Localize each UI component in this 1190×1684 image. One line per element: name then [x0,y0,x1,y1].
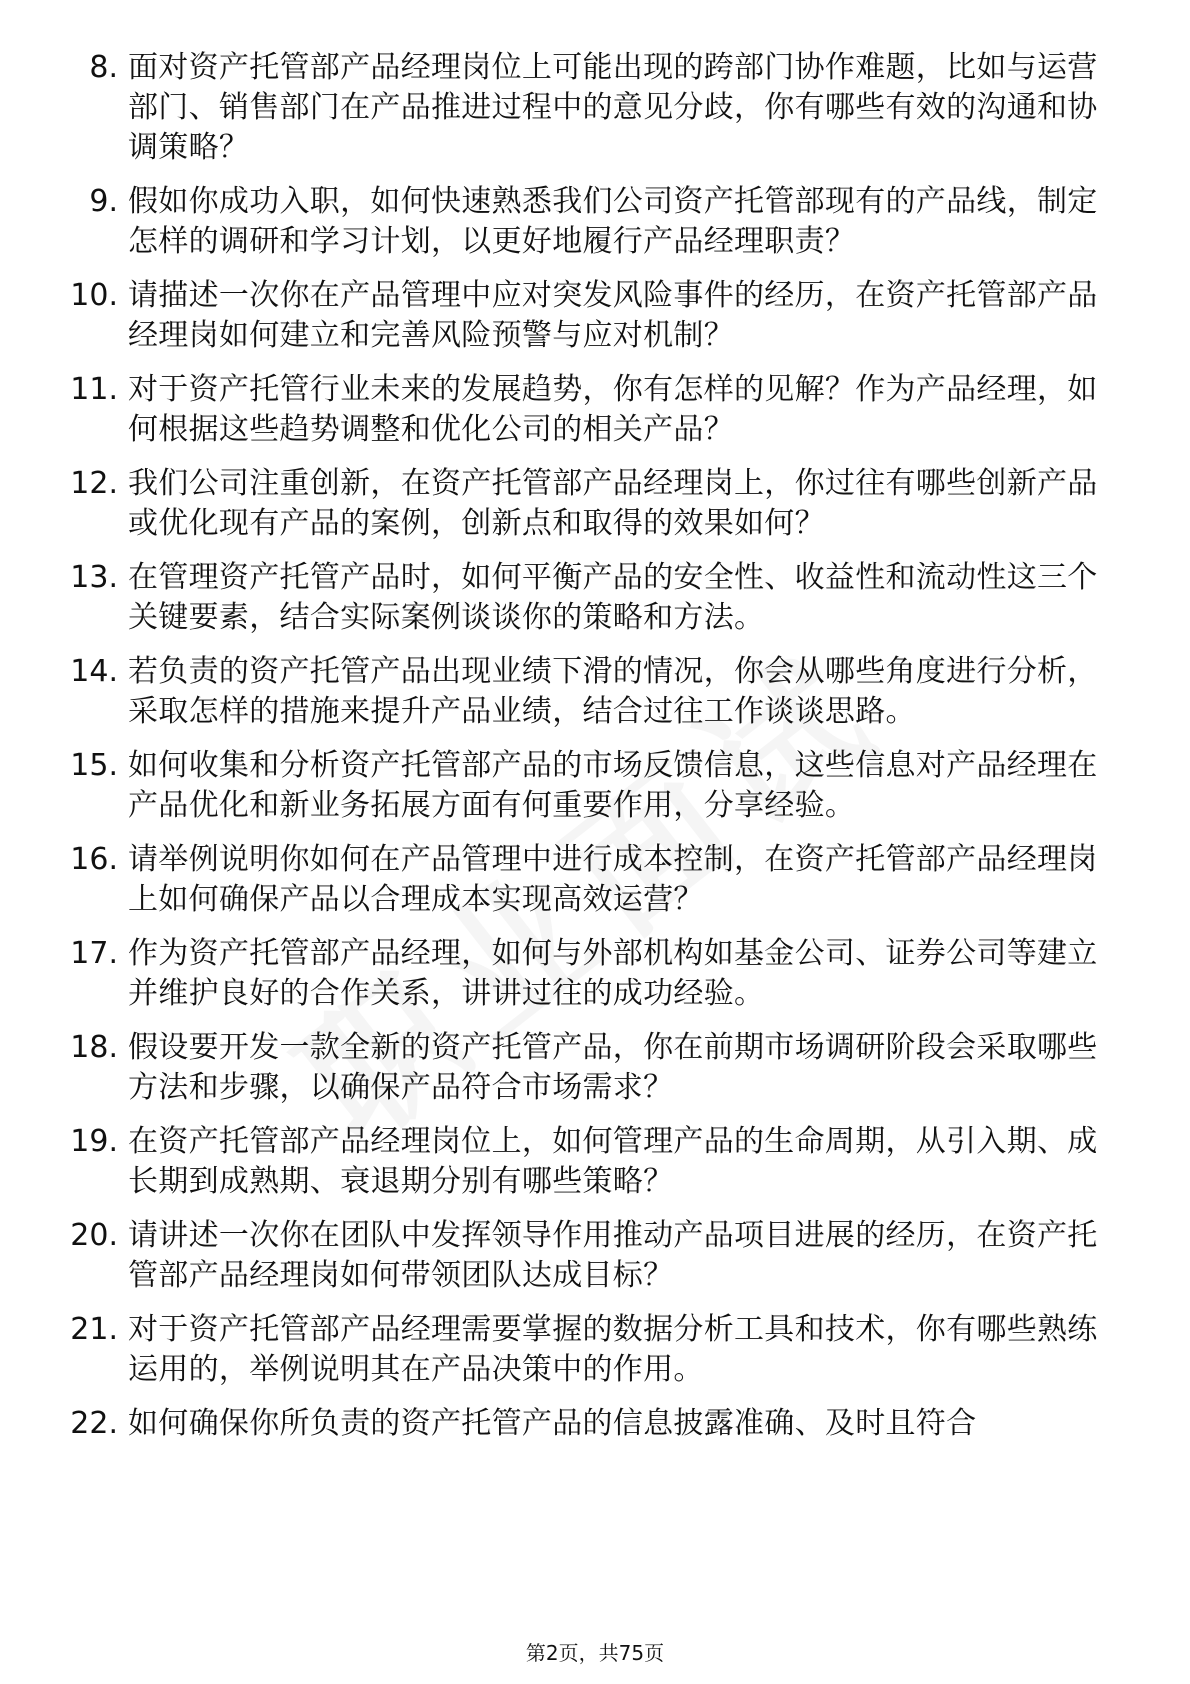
list-item [50,370,1120,450]
question-number: 21. [70,1312,118,1347]
list-item [50,1216,1120,1296]
list-item [50,1404,1120,1444]
list-item [50,840,1120,920]
question-list [50,48,1120,1458]
question-number: 19. [70,1124,118,1159]
question-number: 10. [70,278,118,313]
question-text: 假设要开发一款全新的资产托管产品，你在前期市场调研阶段会采取哪些方法和步骤，以确保产品符合市场需求？ [128,1030,1098,1105]
question-number: 9. [89,184,118,219]
question-number: 18. [70,1030,118,1065]
list-item [50,48,1120,168]
list-item [50,182,1120,262]
list-item [50,558,1120,638]
page-footer: 第2页，共75页 [525,1641,665,1665]
question-number: 11. [70,372,118,407]
question-text: 我们公司注重创新，在资产托管部产品经理岗上，你过往有哪些创新产品或优化现有产品的案例，创新点和取得的效果如何？ [128,466,1098,541]
list-item [50,276,1120,356]
question-number: 17. [70,936,118,971]
question-text: 在资产托管部产品经理岗位上，如何管理产品的生命周期，从引入期、成长期到成熟期、衰退期分别有哪些策略？ [128,1124,1098,1199]
list-item [50,652,1120,732]
question-number: 16. [70,842,118,877]
question-text: 如何收集和分析资产托管部产品的市场反馈信息，这些信息对产品经理在产品优化和新业务拓展方面有何重要作用，分享经验。 [128,748,1098,823]
question-text: 在管理资产托管产品时，如何平衡产品的安全性、收益性和流动性这三个关键要素，结合实际案例谈谈你的策略和方法。 [128,560,1098,635]
question-text: 面对资产托管部产品经理岗位上可能出现的跨部门协作难题，比如与运营部门、销售部门在产品推进过程中的意见分歧，你有哪些有效的沟通和协调策略？ [128,50,1098,165]
question-number: 15. [70,748,118,783]
question-text: 对于资产托管行业未来的发展趋势，你有怎样的见解？作为产品经理，如何根据这些趋势调整和优化公司的相关产品？ [128,372,1098,447]
question-number: 8. [89,50,118,85]
question-number: 20. [70,1218,118,1253]
question-text: 请举例说明你如何在产品管理中进行成本控制，在资产托管部产品经理岗上如何确保产品以合理成本实现高效运营？ [128,842,1098,917]
question-number: 14. [70,654,118,689]
question-number: 13. [70,560,118,595]
question-number: 12. [70,466,118,501]
list-item [50,934,1120,1014]
list-item [50,1310,1120,1390]
question-text: 作为资产托管部产品经理，如何与外部机构如基金公司、证券公司等建立并维护良好的合作关系，讲讲过往的成功经验。 [128,936,1098,1011]
question-text: 对于资产托管部产品经理需要掌握的数据分析工具和技术，你有哪些熟练运用的，举例说明其在产品决策中的作用。 [128,1312,1098,1387]
question-number: 22. [70,1406,118,1441]
question-text: 请讲述一次你在团队中发挥领导作用推动产品项目进展的经历，在资产托管部产品经理岗如何带领团队达成目标？ [128,1218,1098,1293]
list-item [50,1028,1120,1108]
question-text: 请描述一次你在产品管理中应对突发风险事件的经历，在资产托管部产品经理岗如何建立和完善风险预警与应对机制？ [128,278,1098,353]
question-text: 假如你成功入职，如何快速熟悉我们公司资产托管部现有的产品线，制定怎样的调研和学习计划，以更好地履行产品经理职责？ [128,184,1098,259]
question-text: 如何确保你所负责的资产托管产品的信息披露准确、及时且符合 [128,1406,977,1441]
list-item [50,746,1120,826]
list-item [50,1122,1120,1202]
question-text: 若负责的资产托管产品出现业绩下滑的情况，你会从哪些角度进行分析，采取怎样的措施来提升产品业绩，结合过往工作谈谈思路。 [128,654,1098,729]
list-item [50,464,1120,544]
